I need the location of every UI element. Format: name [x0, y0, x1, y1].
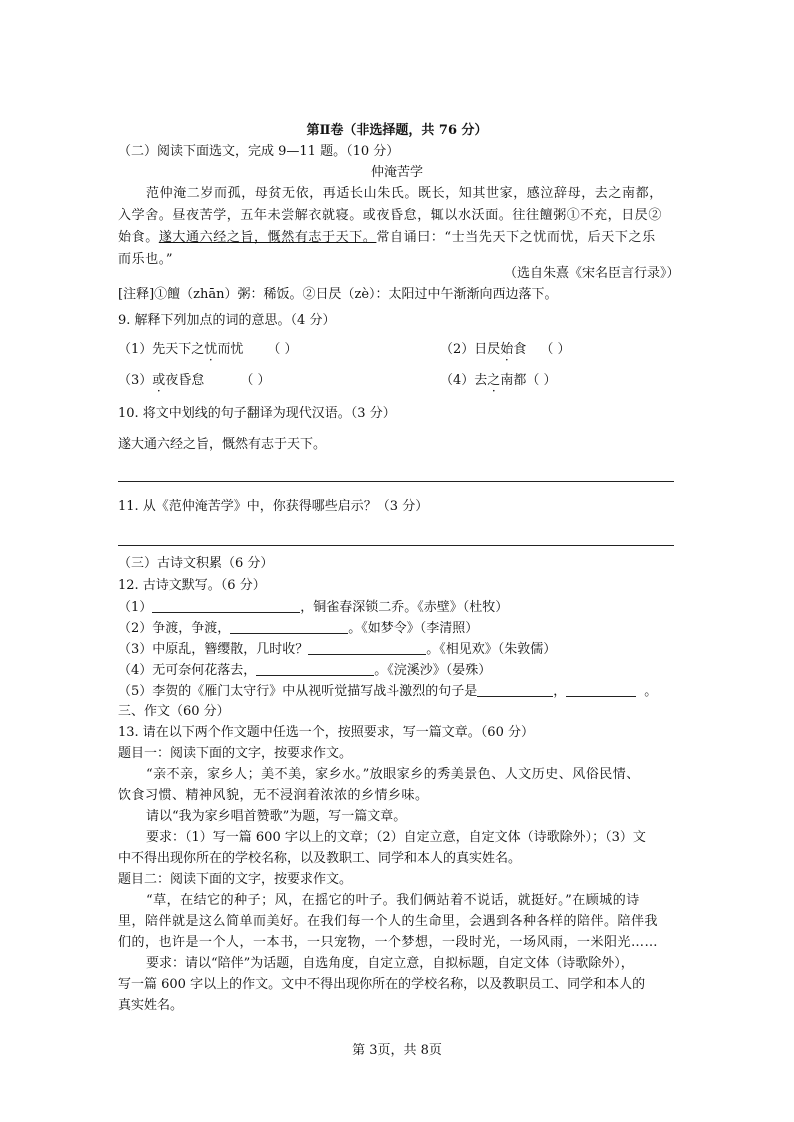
q9-item-3: （3）或夜昏怠 （ ） — [118, 373, 271, 388]
topic-1-requirements: 中不得出现你所在的学校名称，以及教职工、同学和本人的真实姓名。 — [118, 851, 522, 866]
passage-note: [注释]①饘（zhān）粥：稀饭。②日昃（zè）：太阳过中午渐渐向西边落下。 — [118, 287, 558, 302]
page-number: 第 3页，共 8页 — [352, 1043, 442, 1058]
fill-blank[interactable] — [152, 600, 300, 613]
recitation-line-3: （3）中原乱，簪缨散，几时收？ 。《相见欢》（朱敦儒） — [118, 642, 557, 657]
fill-blank[interactable] — [230, 621, 348, 634]
recitation-line-2: （2）争渡，争渡， 。《如梦令》（李清照） — [118, 621, 479, 636]
answer-blank[interactable]: （ ） — [526, 373, 557, 388]
topic-2-requirements: 要求：请以“陪伴”为话题，自选角度，自定立意，自拟标题，自定文体（诗歌除外）， — [146, 956, 634, 971]
fill-blank[interactable] — [566, 684, 636, 697]
passage-line-1: 范仲淹二岁而孤，母贫无依，再适长山朱氏。既长，知其世家，感泣辞母，去之南都， — [146, 186, 663, 201]
topic-2-label: 题目二：阅读下面的文字，按要求作文。 — [118, 872, 353, 887]
topic-1-label: 题目一：阅读下面的文字，按要求作文。 — [118, 746, 353, 761]
answer-line[interactable] — [118, 481, 674, 482]
section-title: 第Ⅱ卷（非选择题，共 76 分） — [306, 123, 488, 138]
fill-blank[interactable] — [308, 642, 426, 655]
question-10-prompt: 10. 将文中划线的句子翻译为现代汉语。（3 分） — [118, 406, 396, 421]
passage-title: 仲淹苦学 — [370, 165, 423, 180]
answer-blank[interactable]: （ ） — [540, 342, 571, 357]
answer-line[interactable] — [118, 545, 674, 546]
q9-item-2: （2）日昃始食 （ ） — [440, 342, 571, 357]
passage-line-4: 而乐也。” — [118, 252, 174, 267]
reading-instruction: （二）阅读下面选文，完成 9—11 题。（10 分） — [118, 144, 400, 159]
question-10-sentence: 遂大通六经之旨，慨然有志于天下。 — [118, 437, 327, 452]
underlined-sentence: 遂大通六经之旨，慨然有志于天下。 — [158, 230, 377, 245]
recitation-line-1: （1） ，铜雀春深锁二乔。《赤壁》（杜牧） — [118, 600, 509, 615]
writing-heading: 三、作文（60 分） — [118, 704, 230, 719]
passage-line-2: 入学舍。昼夜苦学，五年未尝解衣就寝。或夜昏怠，辄以水沃面。往往饘粥①不充，日昃② — [118, 208, 663, 223]
question-9-prompt: 9. 解释下列加点的词的意思。（4 分） — [118, 313, 336, 328]
answer-blank[interactable]: （ ） — [240, 373, 271, 388]
recitation-line-4: （4）无可奈何花落去， 。《浣溪沙》（晏殊） — [118, 663, 492, 678]
passage-source: （选自朱熹《宋名臣言行录》） — [504, 266, 680, 281]
topic-2-requirements: 真实姓名。 — [118, 998, 184, 1013]
recitation-line-5: （5）李贺的《雁门太守行》中从视听觉描写战斗激烈的句子是 ， 。 — [118, 684, 658, 699]
topic-2-requirements: 写一篇 600 字以上的作文。文中不得出现你所在的学校名称，以及教职员工、同学和本人的 — [118, 977, 646, 992]
topic-2-text: 里，陪伴就是这么简单而美好。在我们每一个人的生命里，会遇到各种各样的陪伴。陪伴我 — [118, 914, 659, 929]
fill-blank[interactable] — [477, 684, 553, 697]
passage-text: 始食。 — [118, 230, 159, 245]
question-12-prompt: 12. 古诗文默写。（6 分） — [118, 578, 266, 593]
section-3-heading: （三）古诗文积累（6 分） — [118, 556, 274, 571]
answer-blank[interactable]: （ ） — [267, 342, 298, 357]
passage-line-3 — [118, 231, 656, 244]
topic-1-text: “亲不亲，家乡人；美不美，家乡水。”放眼家乡的秀美景色、人文历史、风俗民情、 — [146, 767, 640, 782]
topic-1-instruction: 请以“我为家乡唱首赞歌”为题，写一篇文章。 — [146, 809, 407, 824]
topic-1-requirements: 要求：（1）写一篇 600 字以上的文章；（2）自定立意，自定文体（诗歌除外）；（3）文 — [146, 830, 646, 845]
passage-text: 常自诵曰：“士当先天下之忧而忧，后天下之乐 — [376, 230, 656, 245]
topic-2-text: “草，在结它的种子；风，在摇它的叶子。我们俩站着不说话，就挺好。”在顾城的诗 — [146, 893, 640, 908]
topic-1-text: 饮食习惯、精神风貌，无不浸润着浓浓的乡情乡味。 — [118, 788, 429, 803]
question-11-prompt: 11. 从《范仲淹苦学》中，你获得哪些启示？（3 分） — [118, 499, 429, 514]
question-13-prompt: 13. 请在以下两个作文题中任选一个，按照要求，写一篇文章。（60 分） — [118, 725, 534, 740]
topic-2-text: 们的，也许是一个人，一本书，一只宠物，一个梦想，一段时光，一场风雨，一米阳光…… — [118, 935, 659, 950]
fill-blank[interactable] — [256, 663, 374, 676]
q9-item-1: （1）先天下之忧而忧 （ ） — [118, 342, 298, 357]
q9-item-4: （4）去之南都（ ） — [440, 373, 557, 388]
